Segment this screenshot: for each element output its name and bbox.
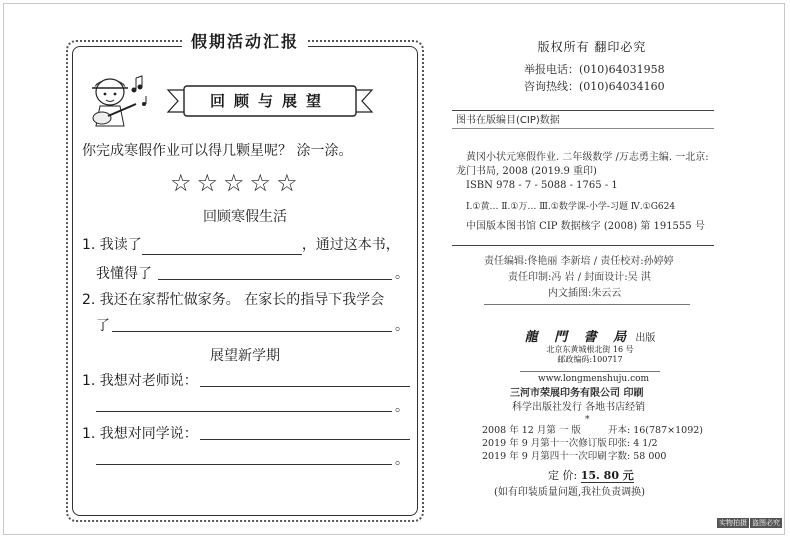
staff-illustrator: 内文插图:朱云云 — [548, 288, 622, 299]
corner-watermark — [716, 518, 782, 528]
publisher-block — [515, 326, 665, 365]
cip-header: 图书在版编目(CIP)数据 — [456, 115, 560, 126]
banner-heading: 回顾与展望 — [209, 92, 330, 110]
period-2: 。 — [395, 318, 409, 334]
publish-label: 出版 — [635, 333, 656, 344]
printer-name: 三河市荣展印务有限公司 印刷 — [510, 388, 644, 399]
activity-report-title: 假期活动汇报 — [190, 32, 299, 51]
price-label: 定 价: — [548, 469, 578, 482]
classmate-prompt: 1. 我想对同学说： — [82, 426, 198, 442]
cip-header-separator — [452, 128, 714, 129]
price — [548, 467, 634, 483]
section-outlook-heading: 展望新学期 — [210, 348, 280, 364]
cip-line-2: 龙门书局, 2008 (2019.9 重印) — [456, 166, 597, 177]
chore-blank — [112, 331, 392, 332]
cip-line-1: 黄冈小状元寒假作业. 二年级数学 /万志勇主编. 一北京: — [466, 152, 709, 163]
edition-row3-left: 2019 年 9 月第四十一次印刷 — [482, 451, 607, 462]
watermark-left: 实物拍摄 — [719, 519, 747, 527]
item1-prefix: 1. 我读了 — [82, 237, 142, 253]
classmate-blank-2 — [96, 464, 392, 465]
book-title-blank — [142, 239, 302, 255]
distributor: 科学出版社发行 各地书店经销 — [512, 402, 646, 413]
item2-line1: 2. 我还在家帮忙做家务。 在家长的指导下我学会 — [82, 292, 385, 308]
watermark-right: 盗图必究 — [752, 519, 780, 527]
staff-print-cover: 责任印制:冯 岩 / 封面设计:吴 淇 — [508, 272, 651, 283]
publisher-logo: 龍 門 書 局 — [524, 330, 633, 345]
price-value: 15. 80 元 — [580, 469, 634, 482]
edition-row1-left: 2008 年 12 月第 一 版 — [482, 425, 581, 436]
asterisk-separator: * — [585, 415, 590, 425]
staff-divider — [484, 304, 690, 305]
period-1: 。 — [395, 266, 409, 282]
publisher-postcode: 邮政编码:100717 — [557, 355, 623, 364]
star-question: 你完成寒假作业可以得几颗星呢？ 涂一涂。 — [82, 143, 353, 159]
cip-line-3: ISBN 978 - 7 - 5088 - 1765 - 1 — [466, 180, 618, 191]
teacher-blank-1 — [200, 386, 410, 387]
rating-stars: ☆☆☆☆☆ — [170, 169, 303, 197]
publisher-website: www.longmenshuju.com — [538, 374, 650, 384]
report-phone: 举报电话：(010)64031958 — [524, 63, 665, 76]
quality-notice: (如有印装质量问题,我社负责调换) — [494, 487, 645, 498]
item2-line2: 了 — [96, 318, 110, 334]
staff-editors: 责任编辑:佟艳丽 李新培 / 责任校对:孙婷婷 — [484, 256, 674, 267]
teacher-prompt: 1. 我想对老师说： — [82, 373, 198, 389]
section-review-heading: 回顾寒假生活 — [203, 209, 287, 225]
consult-phone: 咨询热线：(010)64034160 — [524, 80, 665, 93]
period-3: 。 — [395, 399, 409, 415]
teacher-blank-2 — [96, 411, 392, 412]
cip-line-4: Ⅰ.①黄… Ⅱ.①万… Ⅲ.①数学课-小学-习题 Ⅳ.①G624 — [466, 202, 676, 212]
publisher-address: 北京东黄城根北街 16 号 — [546, 345, 634, 354]
item1-text — [82, 235, 400, 255]
cip-line-5: 中国版本图书馆 CIP 数据核字 (2008) 第 191555 号 — [466, 221, 705, 232]
edition-row2-right: 印张: 4 1/2 — [608, 438, 658, 449]
edition-row1-right: 开本: 16(787×1092) — [608, 425, 703, 436]
item1-line2: 我懂得了 — [96, 266, 152, 282]
edition-row3-right: 字数: 58 000 — [608, 451, 667, 462]
item1-mid: ，通过这本书， — [301, 237, 400, 253]
copyright-notice: 版权所有 翻印必究 — [537, 40, 647, 54]
learned-blank — [158, 279, 392, 280]
classmate-blank-1 — [200, 439, 410, 440]
period-4: 。 — [395, 452, 409, 468]
kid-guitar-illustration-icon — [80, 70, 158, 134]
edition-row2-left: 2019 年 9 月第十一次修订版 — [482, 438, 607, 449]
